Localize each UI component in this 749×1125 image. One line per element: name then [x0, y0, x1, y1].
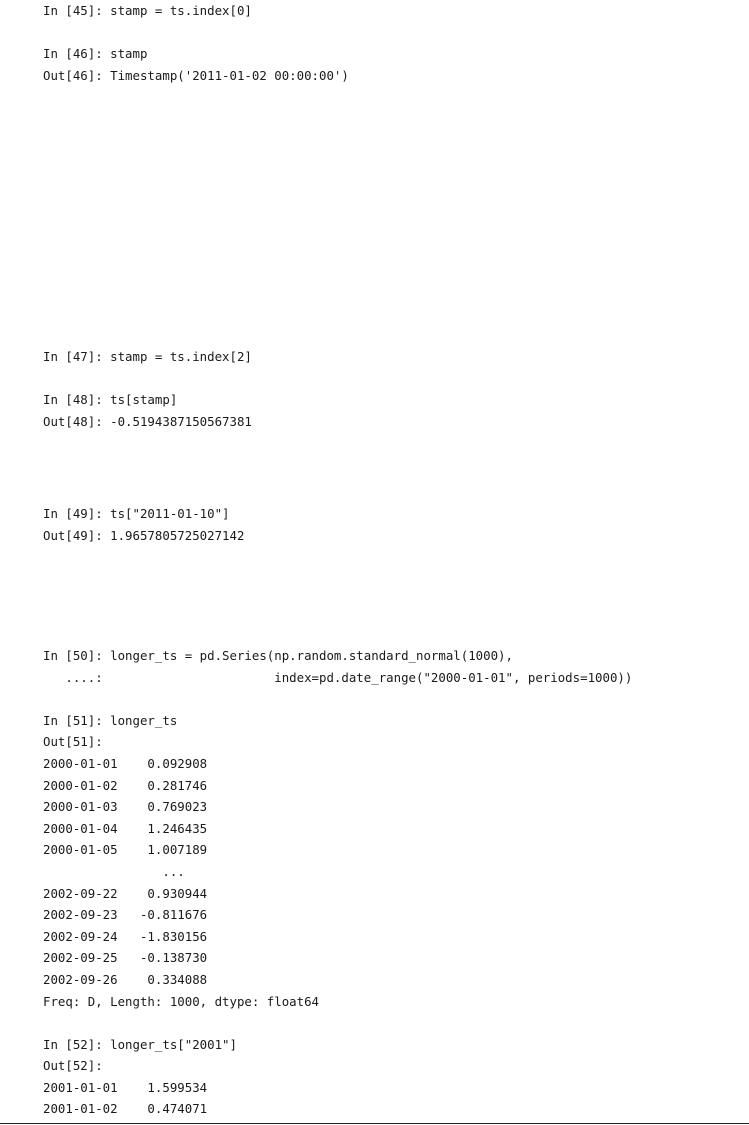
- series-summary: Freq: D, Length: 1000, dtype: float64: [43, 993, 320, 1009]
- code-line: Out[48]: -0.5194387150567381: [43, 413, 252, 429]
- code-block-string-index: [43, 503, 244, 546]
- code-line: In [49]: ts["2011-01-10"]: [43, 506, 230, 521]
- code-line: ....: index=pd.date_range("2000-01-01", periods=1000)): [43, 669, 633, 685]
- page-bottom-rule: [0, 1123, 749, 1124]
- code-line: In [45]: stamp = ts.index[0]: [43, 3, 252, 18]
- code-block-stamp-index-0: [43, 0, 349, 86]
- code-line: In [47]: stamp = ts.index[2]: [43, 349, 252, 364]
- series-row: 2002-09-25 -0.138730: [43, 950, 208, 966]
- code-line: [43, 1012, 632, 1034]
- series-row: 2001-01-01 1.599534: [43, 1079, 208, 1095]
- code-line: Out[51]:: [43, 734, 103, 750]
- code-line: In [48]: ts[stamp]: [43, 392, 178, 408]
- series-row: 2000-01-05 1.007189: [43, 842, 208, 858]
- code-line: Out[46]: Timestamp('2011-01-02 00:00:00'): [43, 67, 349, 83]
- code-line: Out[52]:: [43, 1058, 103, 1074]
- series-row: 2002-09-23 -0.811676: [43, 907, 208, 923]
- series-row: 2002-09-22 0.930944: [43, 885, 208, 901]
- code-block-stamp-index-2: [43, 346, 252, 432]
- series-row: 2001-01-02 0.474071: [43, 1101, 208, 1117]
- series-row: 2002-09-26 0.334088: [43, 971, 208, 987]
- series-row: 2000-01-04 1.246435: [43, 820, 208, 836]
- code-line: [43, 22, 349, 44]
- code-line: Out[49]: 1.9657805725027142: [43, 527, 245, 543]
- code-line: In [51]: longer_ts: [43, 712, 178, 728]
- code-line: In [52]: longer_ts["2001"]: [43, 1036, 237, 1052]
- series-row: 2000-01-02 0.281746: [43, 777, 208, 793]
- code-block-longer-ts: [43, 645, 632, 1120]
- series-row: 2002-09-24 -1.830156: [43, 928, 208, 944]
- series-ellipsis: ...: [43, 863, 185, 879]
- code-line: In [50]: longer_ts = pd.Series(np.random.standard_normal(1000),: [43, 648, 513, 663]
- code-line: [43, 368, 252, 390]
- code-line: [43, 688, 632, 710]
- series-row: 2000-01-03 0.769023: [43, 799, 208, 815]
- series-row: 2000-01-01 0.092908: [43, 755, 208, 771]
- code-line: In [46]: stamp: [43, 46, 148, 62]
